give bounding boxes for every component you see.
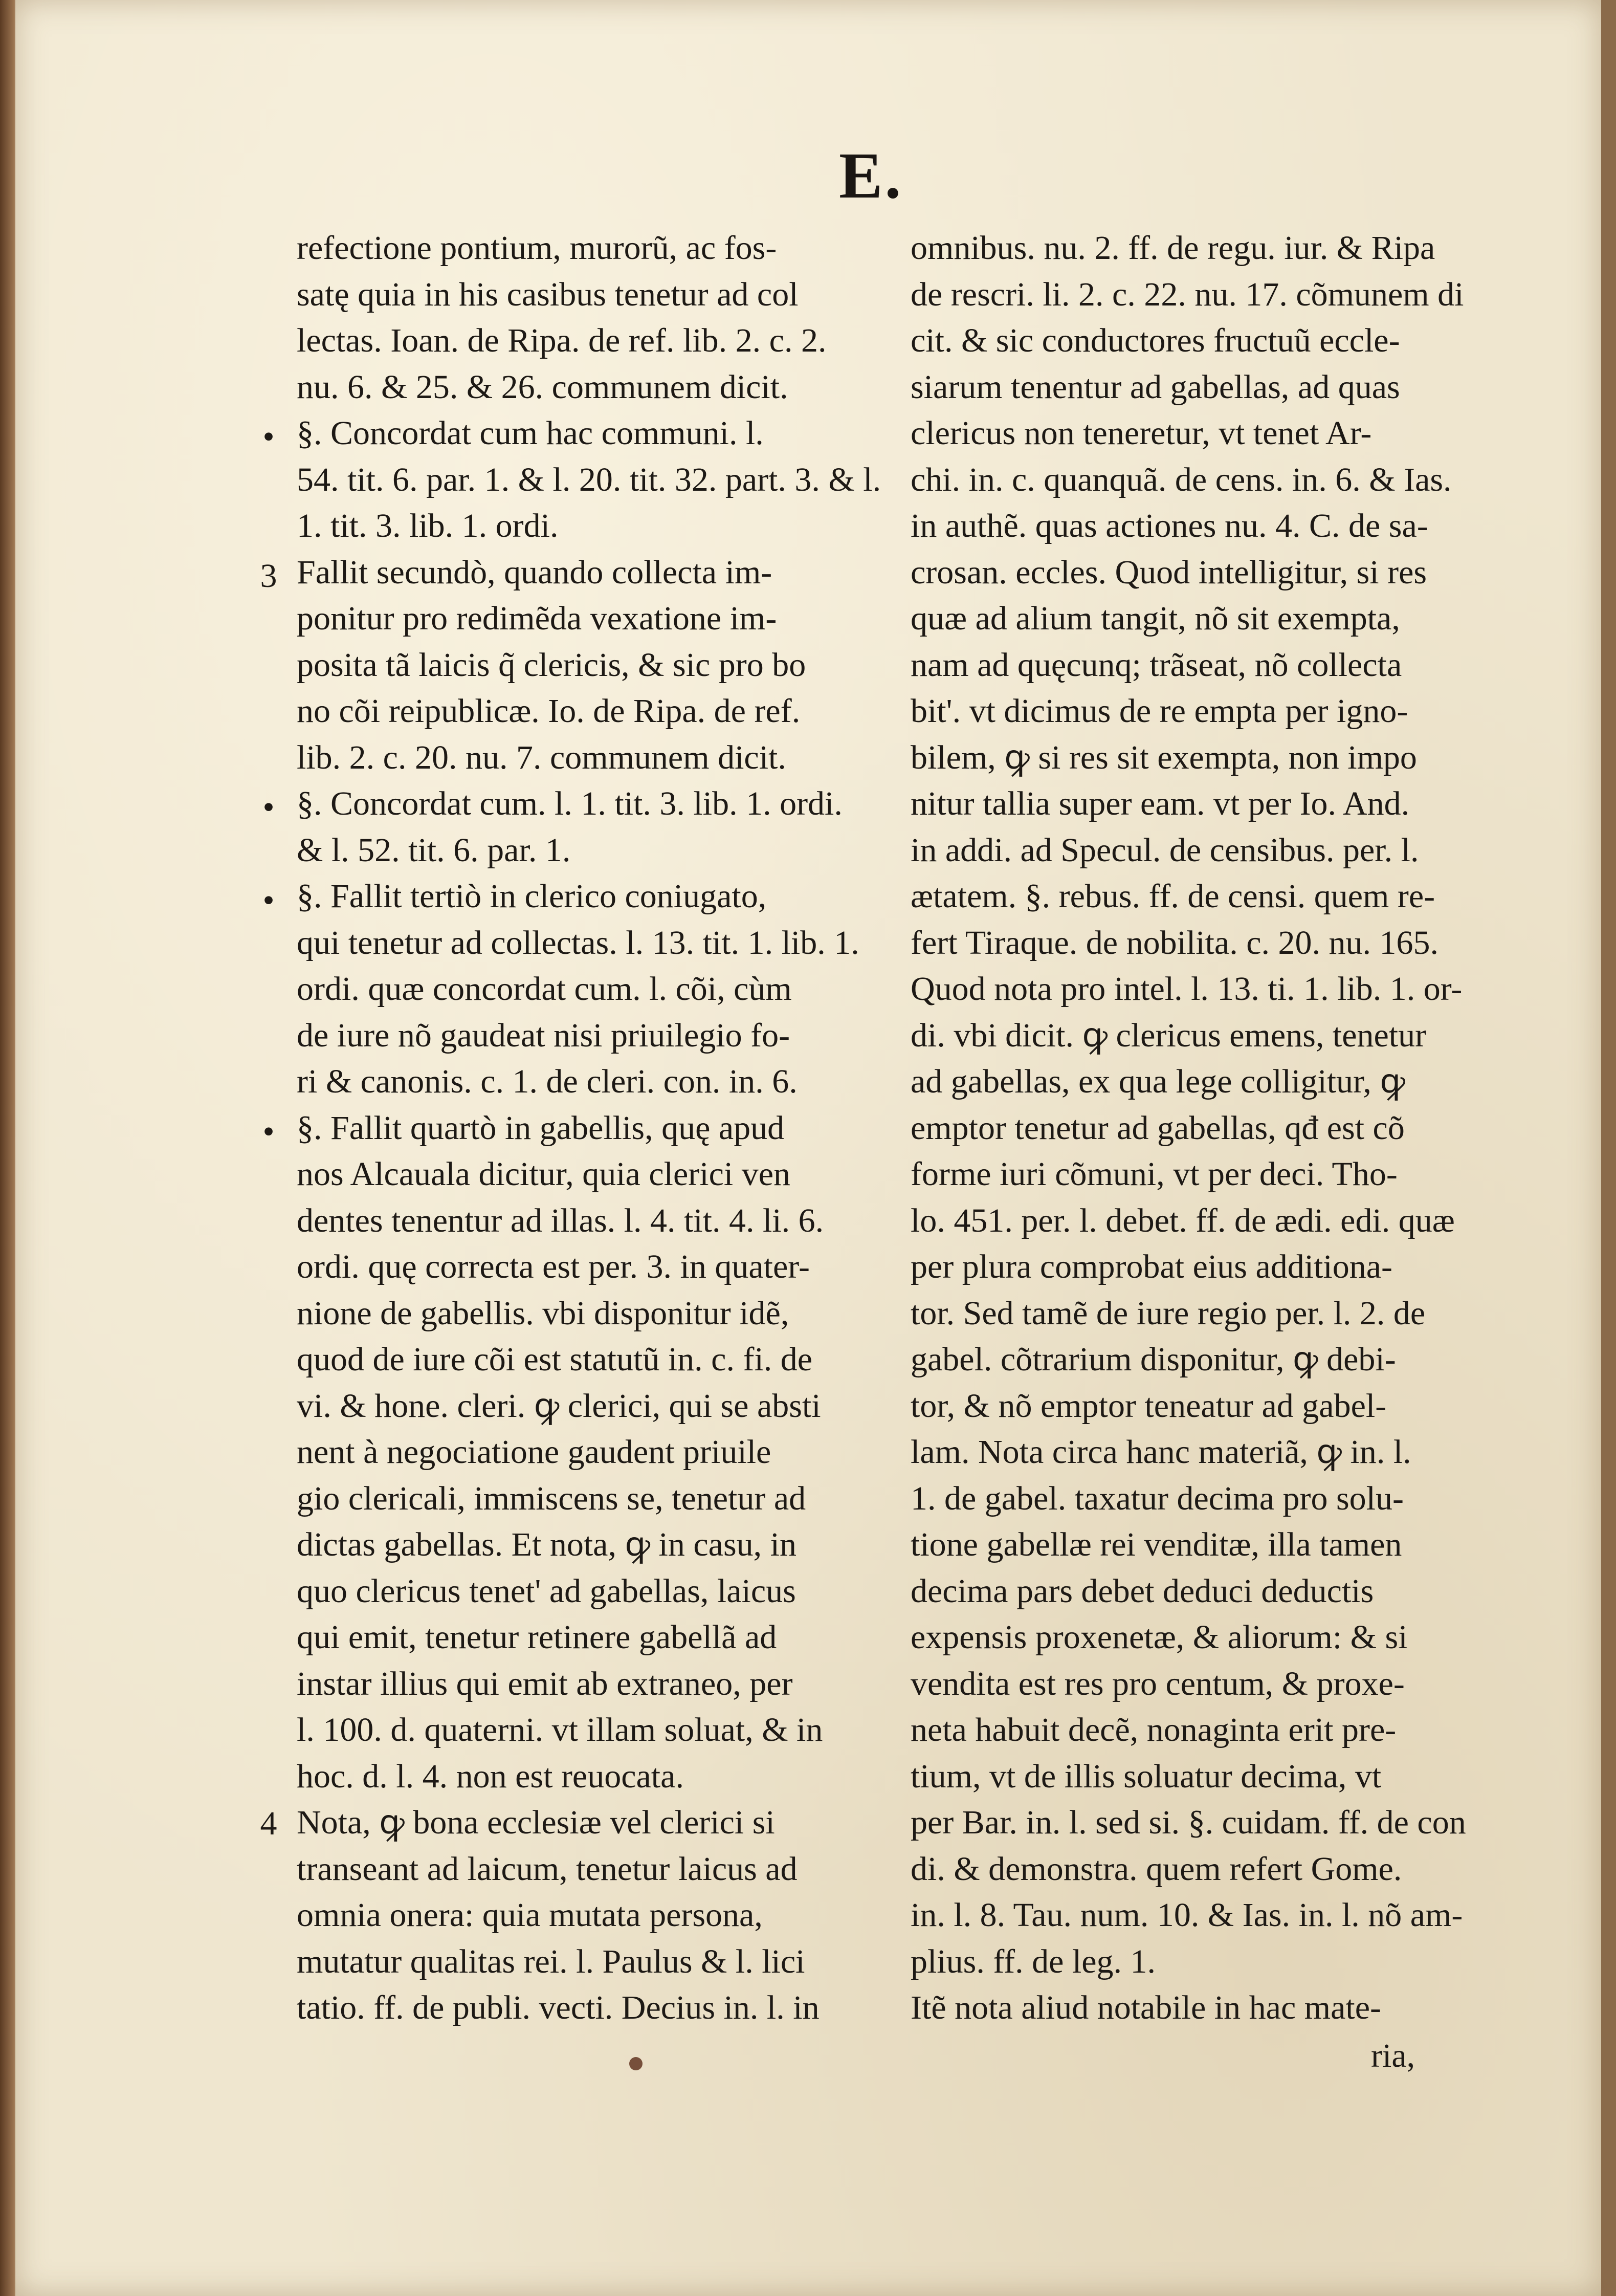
right-column-line: tor, & nõ emptor teneatur ad gabel- [911, 1387, 1387, 1425]
left-column-line: nu. 6. & 25. & 26. communem dicit. [297, 368, 788, 406]
right-column-line: Quod nota pro intel. l. 13. ti. 1. lib. 1. or- [911, 970, 1463, 1008]
left-column-line: ordi. quæ concordat cum. l. cõi, cùm [297, 970, 792, 1008]
right-column-line: tium, vt de illis soluatur decima, vt [911, 1757, 1382, 1795]
right-column-line: crosan. eccles. Quod intelligitur, si res [911, 553, 1427, 591]
left-column-line: Nota, ꝙ bona ecclesiæ vel clerici si [297, 1804, 775, 1841]
right-column-line: gabel. cõtrarium disponitur, ꝙ debi- [911, 1341, 1396, 1378]
left-column-line: §. Concordat cum. l. 1. tit. 3. lib. 1. ordi. [297, 785, 843, 822]
left-column-line: Fallit secundò, quando collecta im- [297, 553, 772, 591]
left-column-line: gio clericali, immiscens se, tenetur ad [297, 1479, 806, 1517]
left-column-line: qui emit, tenetur retinere gabellã ad [297, 1619, 777, 1656]
right-column-line: omnibus. nu. 2. ff. de regu. iur. & Ripa [911, 229, 1435, 267]
right-column-line: decima pars debet deduci deductis [911, 1572, 1374, 1610]
right-column-line: chi. in. c. quanquã. de cens. in. 6. & Ias. [911, 461, 1452, 498]
left-column-line: l. 100. d. quaterni. vt illam soluat, & in [297, 1711, 823, 1748]
left-column-line: instar illius qui emit ab extraneo, per [297, 1665, 793, 1702]
left-column-line: qui tenetur ad collectas. l. 13. tit. 1. lib. 1. [297, 924, 859, 961]
right-column-line: di. & demonstra. quem refert Gome. [911, 1850, 1402, 1888]
left-column-line: lectas. Ioan. de Ripa. de ref. lib. 2. c. 2. [297, 322, 827, 359]
left-column-line: ordi. quę correcta est per. 3. in quater- [297, 1248, 810, 1285]
right-column-line: forme iuri cõmuni, vt per deci. Tho- [911, 1155, 1398, 1193]
right-column-line: di. vbi dicit. ꝙ clericus emens, tenetur [911, 1016, 1427, 1054]
left-column-line: §. Fallit tertiò in clerico coniugato, [297, 878, 767, 915]
left-column-line: mutatur qualitas rei. l. Paulus & l. lici [297, 1942, 805, 1980]
right-column-line: siarum tenentur ad gabellas, ad quas [911, 368, 1400, 406]
left-column-line: quo clericus tenet' ad gabellas, laicus [297, 1572, 796, 1610]
left-column-line: §. Concordat cum hac communi. l. [297, 414, 764, 452]
right-column-line: tor. Sed tamẽ de iure regio per. l. 2. de [911, 1294, 1426, 1332]
right-column-line: lo. 451. per. l. debet. ff. de ædi. edi. quæ [911, 1201, 1455, 1239]
right-column-line: fert Tiraque. de nobilita. c. 20. nu. 165. [911, 924, 1439, 961]
left-column-line: dictas gabellas. Et nota, ꝙ in casu, in [297, 1526, 796, 1563]
margin-bullet: • [262, 1113, 275, 1150]
right-column-line: bilem, ꝙ si res sit exempta, non impo [911, 738, 1417, 776]
right-column-line: in authẽ. quas actiones nu. 4. C. de sa- [911, 507, 1428, 544]
left-text-column [297, 225, 880, 2031]
left-column-line: hoc. d. l. 4. non est reuocata. [297, 1757, 684, 1795]
right-column-line: de rescri. li. 2. c. 22. nu. 17. cõmunem di [911, 275, 1464, 313]
left-column-line: no cõi reipublicæ. Io. de Ripa. de ref. [297, 692, 801, 730]
right-column-line: per Bar. in. l. sed si. §. cuidam. ff. de con [911, 1804, 1466, 1841]
left-column-line: nent à negociatione gaudent priuile [297, 1433, 771, 1471]
left-column-line: omnia onera: quia mutata persona, [297, 1896, 763, 1934]
right-column-line: vendita est res pro centum, & proxe- [911, 1665, 1405, 1702]
left-column-line: quod de iure cõi est statutũ in. c. fi. de [297, 1341, 813, 1378]
right-column-line: expensis proxenetæ, & aliorum: & si [911, 1619, 1408, 1656]
margin-bullet: • [262, 418, 275, 455]
right-column-line: Itẽ nota aliud notabile in hac mate- [911, 1989, 1381, 2026]
left-column-line: satę quia in his casibus tenetur ad col [297, 275, 799, 313]
right-column-line: quæ ad alium tangit, nõ sit exempta, [911, 600, 1400, 637]
right-column-line: per plura comprobat eius additiona- [911, 1248, 1393, 1285]
right-column-line: bit'. vt dicimus de re empta per igno- [911, 692, 1408, 730]
left-column-line: 54. tit. 6. par. 1. & l. 20. tit. 32. part. 3. & l. [297, 461, 881, 498]
left-column-line: nione de gabellis. vbi disponitur idẽ, [297, 1294, 789, 1332]
right-column-line: tione gabellæ rei venditæ, illa tamen [911, 1526, 1402, 1563]
right-column-line: emptor tenetur ad gabellas, qđ est cõ [911, 1109, 1405, 1147]
left-column-line: dentes tenentur ad illas. l. 4. tit. 4. li. 6. [297, 1201, 824, 1239]
left-column-line: §. Fallit quartò in gabellis, quę apud [297, 1109, 785, 1147]
left-column-line: tatio. ff. de publi. vecti. Decius in. l. in [297, 1989, 820, 2026]
left-column-line: lib. 2. c. 20. nu. 7. communem dicit. [297, 738, 786, 776]
right-column-line: in. l. 8. Tau. num. 10. & Ias. in. l. nõ am- [911, 1896, 1463, 1934]
right-column-line: lam. Nota circa hanc materiã, ꝙ in. l. [911, 1433, 1411, 1471]
right-column-line: clericus non teneretur, vt tenet Ar- [911, 414, 1372, 452]
right-column-line: cit. & sic conductores fructuũ eccle- [911, 322, 1400, 359]
right-column-line: 1. de gabel. taxatur decima pro solu- [911, 1479, 1404, 1517]
right-column-line: neta habuit decẽ, nonaginta erit pre- [911, 1711, 1397, 1748]
margin-number-4: 4 [260, 1805, 277, 1842]
left-column-line: 1. tit. 3. lib. 1. ordi. [297, 507, 559, 544]
margin-bullet: • [262, 789, 275, 826]
left-column-line: vi. & hone. cleri. ꝙ clerici, qui se absti [297, 1387, 821, 1425]
left-column-line: transeant ad laicum, tenetur laicus ad [297, 1850, 798, 1888]
right-column-line: plius. ff. de leg. 1. [911, 1942, 1156, 1980]
ink-stain [629, 2057, 643, 2070]
left-column-line: posita tã laicis q̃ clericis, & sic pro bo [297, 646, 806, 684]
left-column-line: nos Alcauala dicitur, quia clerici ven [297, 1155, 790, 1193]
right-column-line: nitur tallia super eam. vt per Io. And. [911, 785, 1410, 822]
right-column-line: nam ad quęcunq; trãseat, nõ collecta [911, 646, 1402, 684]
catchword: ria, [1371, 2037, 1415, 2074]
left-column-line: refectione pontium, murorũ, ac fos- [297, 229, 777, 267]
margin-bullet: • [262, 882, 275, 919]
margin-number-3: 3 [260, 557, 277, 595]
right-column-line: in addi. ad Specul. de censibus. per. l. [911, 831, 1419, 869]
left-column-line: ponitur pro redimẽda vexatione im- [297, 600, 777, 637]
right-column-line: ætatem. §. rebus. ff. de censi. quem re- [911, 878, 1435, 915]
right-text-column [911, 225, 1494, 2031]
left-column-line: de iure nõ gaudeat nisi priuilegio fo- [297, 1016, 790, 1054]
page-heading: E. [839, 139, 903, 212]
left-column-line: & l. 52. tit. 6. par. 1. [297, 831, 571, 869]
left-column-line: ri & canonis. c. 1. de cleri. con. in. 6. [297, 1063, 798, 1100]
right-column-line: ad gabellas, ex qua lege colligitur, ꝙ [911, 1063, 1405, 1100]
